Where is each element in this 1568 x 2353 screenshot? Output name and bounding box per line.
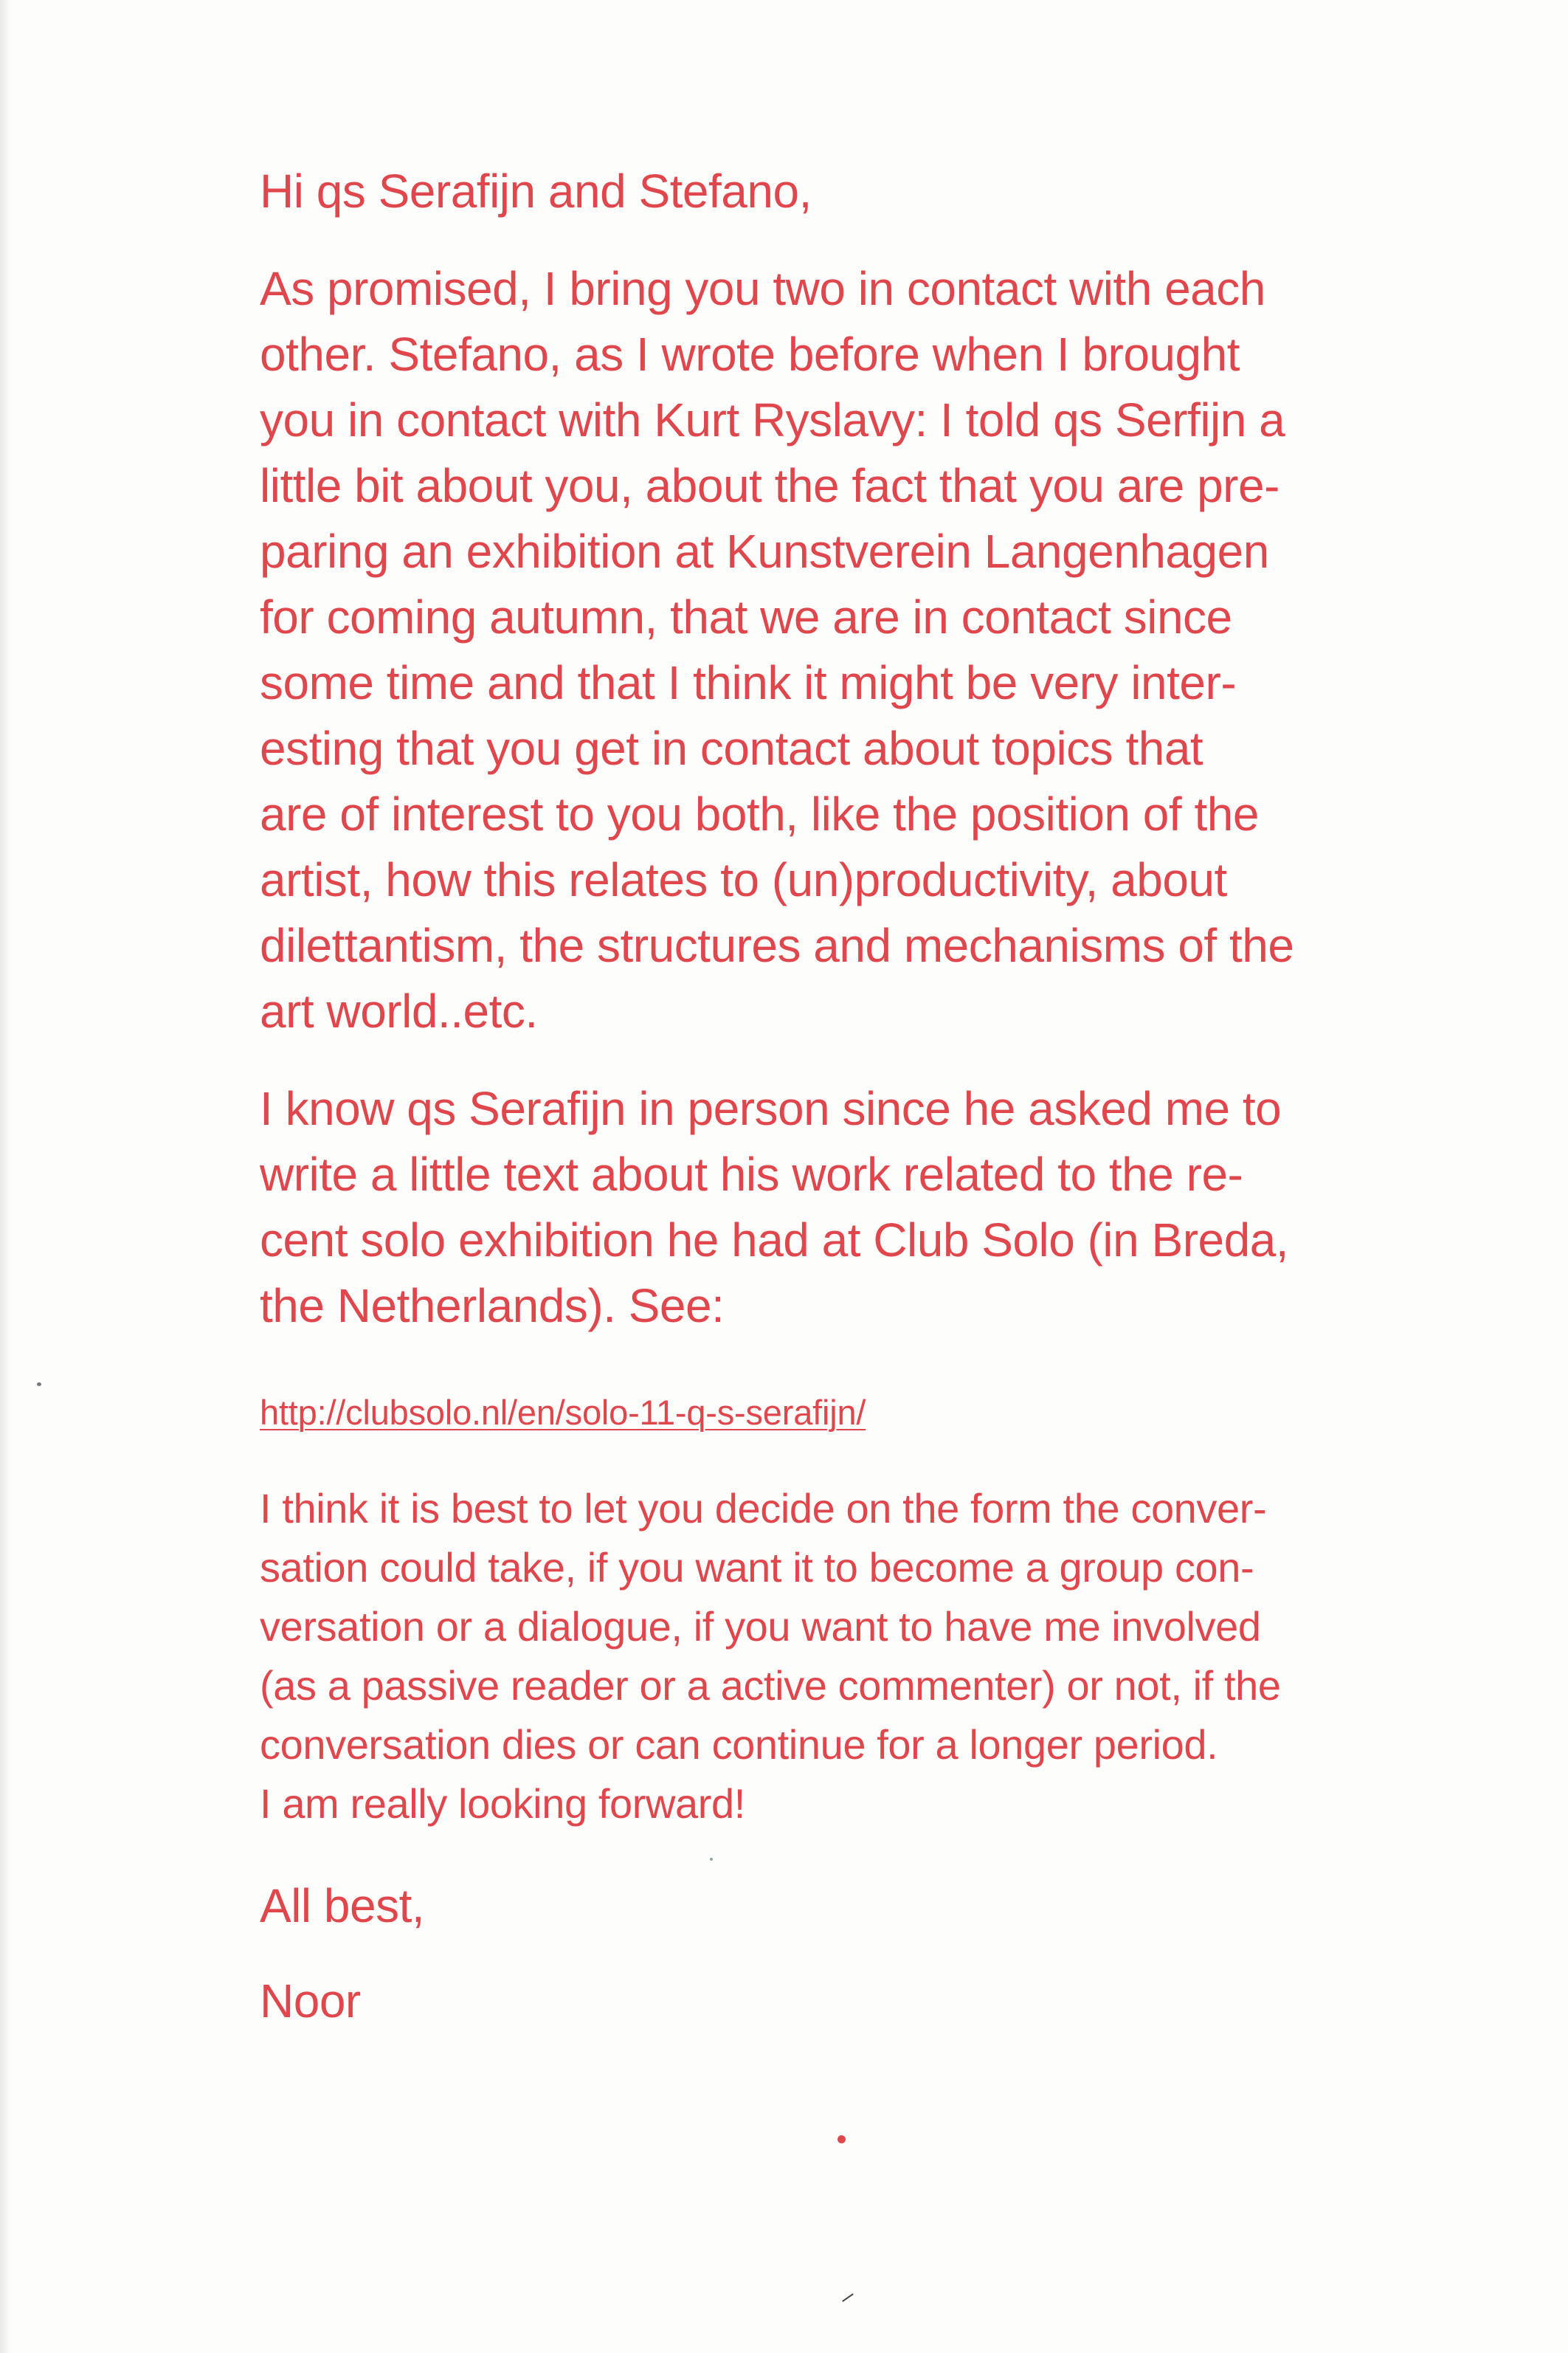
- paper-speck: [710, 1858, 713, 1861]
- paragraph-acquaintance: I know qs Serafijn in person since he asked me to write a little text about his work related to the re- cent solo exhibition he had at Club Solo (in Breda, the Netherlands). See:: [260, 1082, 1289, 1332]
- page-edge: [0, 0, 10, 2353]
- closing: All best,: [260, 1879, 425, 1932]
- paragraph-intro: As promised, I bring you two in contact with each other. Stefano, as I wrote before when I brought you in contact with Kurt Ryslavy: I told qs Serfijn a little bit about you, about the fact that you are pre- paring an exhibition at Kunstverein Langenhagen for coming autumn, that we are in contact since some time and that I think it might be very inter- esting that you get in contact about topics that are of interest to you both, like the position of the artist, how this relates to (un)productivity, about dilettantism, the structures and mechanisms of the art world..etc.: [260, 262, 1294, 1038]
- signature: Noor: [260, 1974, 361, 2028]
- paper-speck: [37, 1382, 41, 1386]
- paper-speck: [842, 2293, 854, 2302]
- decorative-dot: [837, 2135, 846, 2143]
- clubsolo-link[interactable]: http://clubsolo.nl/en/solo-11-q-s-serafijn/: [260, 1393, 866, 1432]
- salutation: Hi qs Serafijn and Stefano,: [260, 165, 812, 218]
- link-line: [260, 1391, 1411, 1435]
- paragraph-proposal: I think it is best to let you decide on the form the conver- sation could take, if you want it to become a group con- versation or a dialogue, if you want to have me involved (as a passive reader or a active commenter) or not, if the conversation dies or can continue for a longer period. I am really looking forward!: [260, 1485, 1281, 1827]
- letter-body: [260, 159, 1411, 2034]
